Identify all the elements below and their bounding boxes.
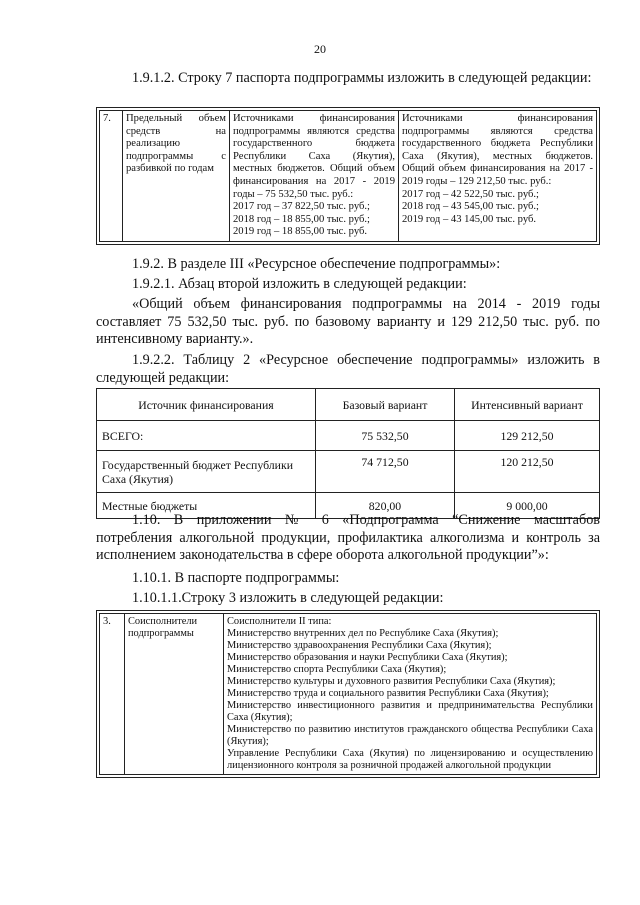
new-year-2019: 2019 год – 43 145,00 тыс. руб. <box>402 213 537 225</box>
cell-intensive: 120 212,50 <box>455 451 600 493</box>
new-year-2018: 2018 год – 43 545,00 тыс. руб.; <box>402 201 539 213</box>
old-year-2018: 2018 год – 18 855,00 тыс. руб.; <box>233 213 370 225</box>
new-year-2017: 2017 год – 42 522,50 тыс. руб.; <box>402 188 539 200</box>
new-financing-text: Источниками финансирования подпрограммы являются средства государственного бюджета Республики Саха (Якутия), местных бюджетов. Общий объем финансирования на 2017 - 2019 годы – 129 212,50 тыс. руб.: <box>402 113 593 187</box>
old-year-2019: 2019 год – 18 855,00 тыс. руб. <box>233 226 368 238</box>
paragraph-1-9-2-2: 1.9.2.2. Таблицу 2 «Ресурсное обеспечение подпрограммы» изложить в следующей редакции: <box>96 352 600 386</box>
cell-source: Государственный бюджет Республики Саха (Якутия) <box>97 451 316 493</box>
header-source: Источник финансирования <box>97 389 316 421</box>
table-row-7 <box>96 107 600 245</box>
new-financing-cell <box>399 111 597 242</box>
list-item: Министерство по развитию институтов гражданского общества Республики Саха (Якутия); <box>227 724 593 747</box>
header-intensive: Интенсивный вариант <box>455 389 600 421</box>
cell-intensive: 9 000,00 <box>455 493 600 519</box>
table-row <box>97 421 600 451</box>
table-row-3 <box>96 610 600 778</box>
resource-table <box>96 388 600 519</box>
list-item: Министерство труда и социального развития Республики Саха (Якутия); <box>227 688 549 699</box>
paragraph-1-10-1-1: 1.10.1.1.Строку 3 изложить в следующей редакции: <box>132 590 444 606</box>
old-year-2017: 2017 год – 37 822,50 тыс. руб.; <box>233 201 370 213</box>
table-row <box>97 451 600 493</box>
list-item: Министерство культуры и духовного развития Республики Саха (Якутия); <box>227 676 556 687</box>
old-financing-cell <box>230 111 399 242</box>
co-executors-title: Соисполнители II типа: <box>227 616 332 627</box>
cell-source: Местные бюджеты <box>97 493 316 519</box>
co-executors-cell <box>224 614 597 775</box>
paragraph-1-10: 1.10. В приложении № 6 «Подпрограмма “Снижение масштабов потребления алкогольной продукции, профилактика алкоголизма и контроль за исполнением законодательства в сфере оборота алкогольной продукции”»: <box>96 512 600 563</box>
paragraph-1-9-2: 1.9.2. В разделе III «Ресурсное обеспечение подпрограммы»: <box>132 256 501 272</box>
page-number: 20 <box>314 42 326 56</box>
cell-source: ВСЕГО: <box>97 421 316 451</box>
row-number: 3. <box>100 614 125 775</box>
list-item: Министерство инвестиционного развития и предпринимательства Республики Саха (Якутия); <box>227 700 593 723</box>
cell-base: 74 712,50 <box>316 451 455 493</box>
paragraph-financing-total: «Общий объем финансирования подпрограммы на 2014 - 2019 годы составляет 75 532,50 тыс. руб. по базовому варианту и 129 212,50 тыс. руб. по интенсивному варианту.». <box>96 296 600 347</box>
list-item: Министерство образования и науки Республики Саха (Якутия); <box>227 652 508 663</box>
row-number: 7. <box>100 111 123 242</box>
paragraph-1-9-2-1: 1.9.2.1. Абзац второй изложить в следующей редакции: <box>132 276 467 292</box>
row-label: Предельный объем средств на реализацию подпрограммы с разбивкой по годам <box>123 111 230 242</box>
cell-base: 820,00 <box>316 493 455 519</box>
row-label: Соисполнители подпрограммы <box>125 614 224 775</box>
old-financing-text: Источниками финансирования подпрограммы являются средства государственного бюджета Республики Саха (Якутия), местных бюджетов. Общий объем финансирования на 2017 - 2019 годы – 75 532,50 тыс. руб.: <box>233 113 395 200</box>
list-item: Управление Республики Саха (Якутия) по лицензированию и осуществлению лицензионного контроля за розничной продажей алкогольной продукции <box>227 748 593 771</box>
list-item: Министерство внутренних дел по Республике Саха (Якутия); <box>227 628 499 639</box>
paragraph-1-9-1-2: 1.9.1.2. Строку 7 паспорта подпрограммы изложить в следующей редакции: <box>132 70 592 86</box>
cell-base: 75 532,50 <box>316 421 455 451</box>
paragraph-1-10-1: 1.10.1. В паспорте подпрограммы: <box>132 570 340 586</box>
list-item: Министерство спорта Республики Саха (Якутия); <box>227 664 447 675</box>
cell-intensive: 129 212,50 <box>455 421 600 451</box>
header-base: Базовый вариант <box>316 389 455 421</box>
list-item: Министерство здравоохранения Республики Саха (Якутия); <box>227 640 492 651</box>
